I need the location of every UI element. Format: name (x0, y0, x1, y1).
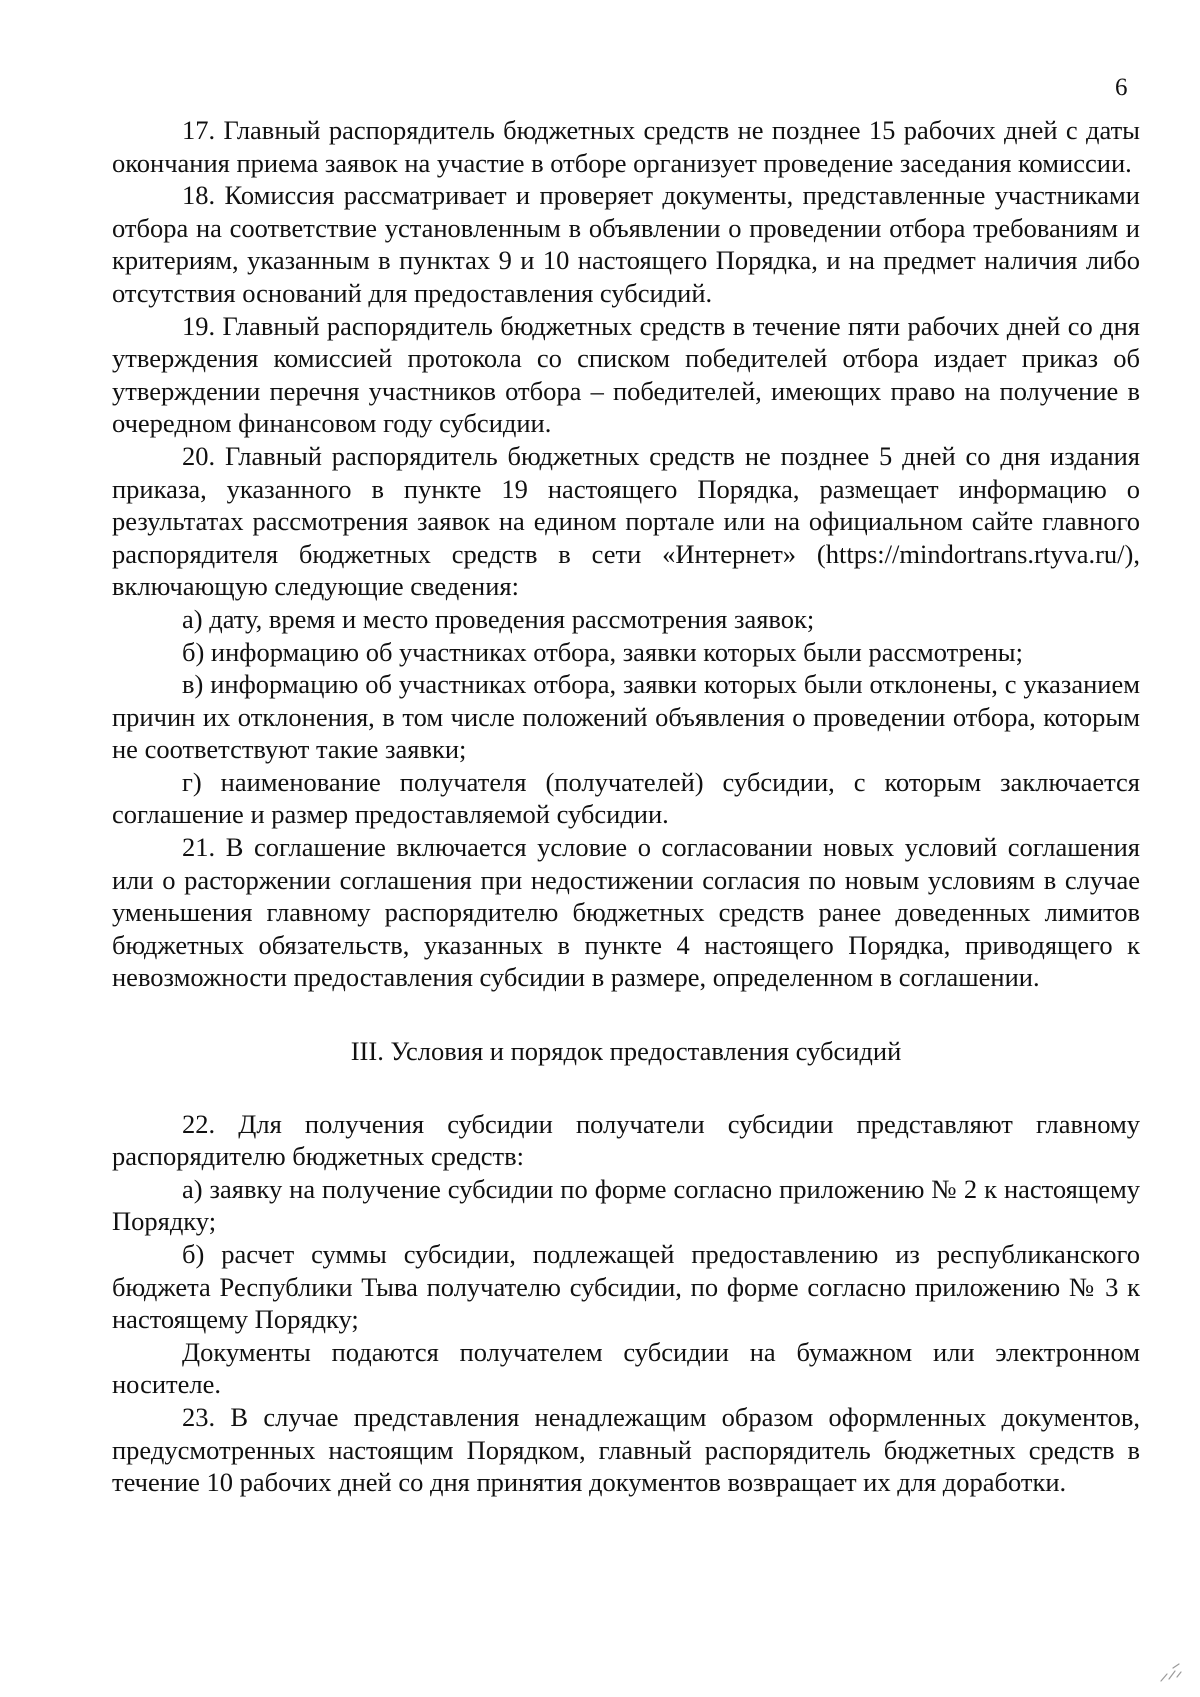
section-heading: III. Условия и порядок предоставления субсидий (350, 1036, 902, 1067)
list-item-a-application: а) заявку на получение субсидии по форме согласно приложению № 2 к настоящему Порядку; (112, 1173, 1140, 1237)
list-item-a: а) дату, время и место проведения рассмотрения заявок; (182, 603, 815, 634)
paragraph-18: 18. Комиссия рассматривает и проверяет документы, представленные участниками отбора на соответствие установленным в объявлении о проведении отбора требованиям и критериям, указанным в пунктах 9 и 10 настоящего Порядка, и на предмет наличия либо отсутствия оснований для предоставления субсидий. (112, 180, 1140, 308)
paragraph-20: 20. Главный распорядитель бюджетных средств не позднее 5 дней со дня издания приказа, указанного в пункте 19 настоящего Порядка, размещает информацию о результатах рассмотрения заявок на едином портале или на официальном сайте главного распорядителя бюджетных средств в сети «Интернет» (https://mindortrans.rtyva.ru/), включающую следующие сведения: (112, 440, 1140, 602)
paragraph-17: 17. Главный распорядитель бюджетных средств не позднее 15 рабочих дней с даты окончания приема заявок на участие в отборе организует проведение заседания комиссии. (112, 115, 1140, 178)
paragraph-documents-submission: Документы подаются получателем субсидии на бумажном или электронном носителе. (112, 1336, 1140, 1400)
list-item-g: г) наименование получателя (получателей) субсидии, с которым заключается соглашение и размер предоставляемой субсидии. (112, 766, 1140, 830)
paragraph-19: 19. Главный распорядитель бюджетных средств в течение пяти рабочих дней со дня утверждения комиссией протокола со списком победителей отбора издает приказ об утверждении перечня участников отбора – победителей, имеющих право на получение в очередном финансовом году субсидии. (112, 310, 1140, 439)
list-item-b: б) информацию об участниках отбора, заявки которых были рассмотрены; (182, 636, 1023, 667)
paragraph-22: 22. Для получения субсидии получатели субсидии представляют главному распорядителю бюджетных средств: (112, 1108, 1140, 1172)
document-body (112, 114, 1140, 1499)
paragraph-21: 21. В соглашение включается условие о согласовании новых условий соглашения или о расторжении соглашения при недостижении согласия по новым условиям в случае уменьшения главному распорядителю бюджетных средств ранее доведенных лимитов бюджетных обязательств, указанных в пункте 4 настоящего Порядка, приводящего к невозможности предоставления субсидии в размере, определенном в соглашении. (112, 832, 1140, 993)
list-item-b-calculation: б) расчет суммы субсидии, подлежащей предоставлению из республиканского бюджета Республики Тыва получателю субсидии, по форме согласно приложению № 3 к настоящему Порядку; (112, 1239, 1140, 1335)
page-number: 6 (1115, 74, 1128, 101)
scan-mark-icon (1158, 1662, 1184, 1684)
paragraph-23: 23. В случае представления ненадлежащим образом оформленных документов, предусмотренных настоящим Порядком, главный распорядитель бюджетных средств в течение 10 рабочих дней со дня принятия документов возвращает их для доработки. (112, 1401, 1140, 1498)
list-item-v: в) информацию об участниках отбора, заявки которых были отклонены, с указанием причин их отклонения, в том числе положений объявления о проведении отбора, которым не соответствуют такие заявки; (112, 669, 1140, 765)
